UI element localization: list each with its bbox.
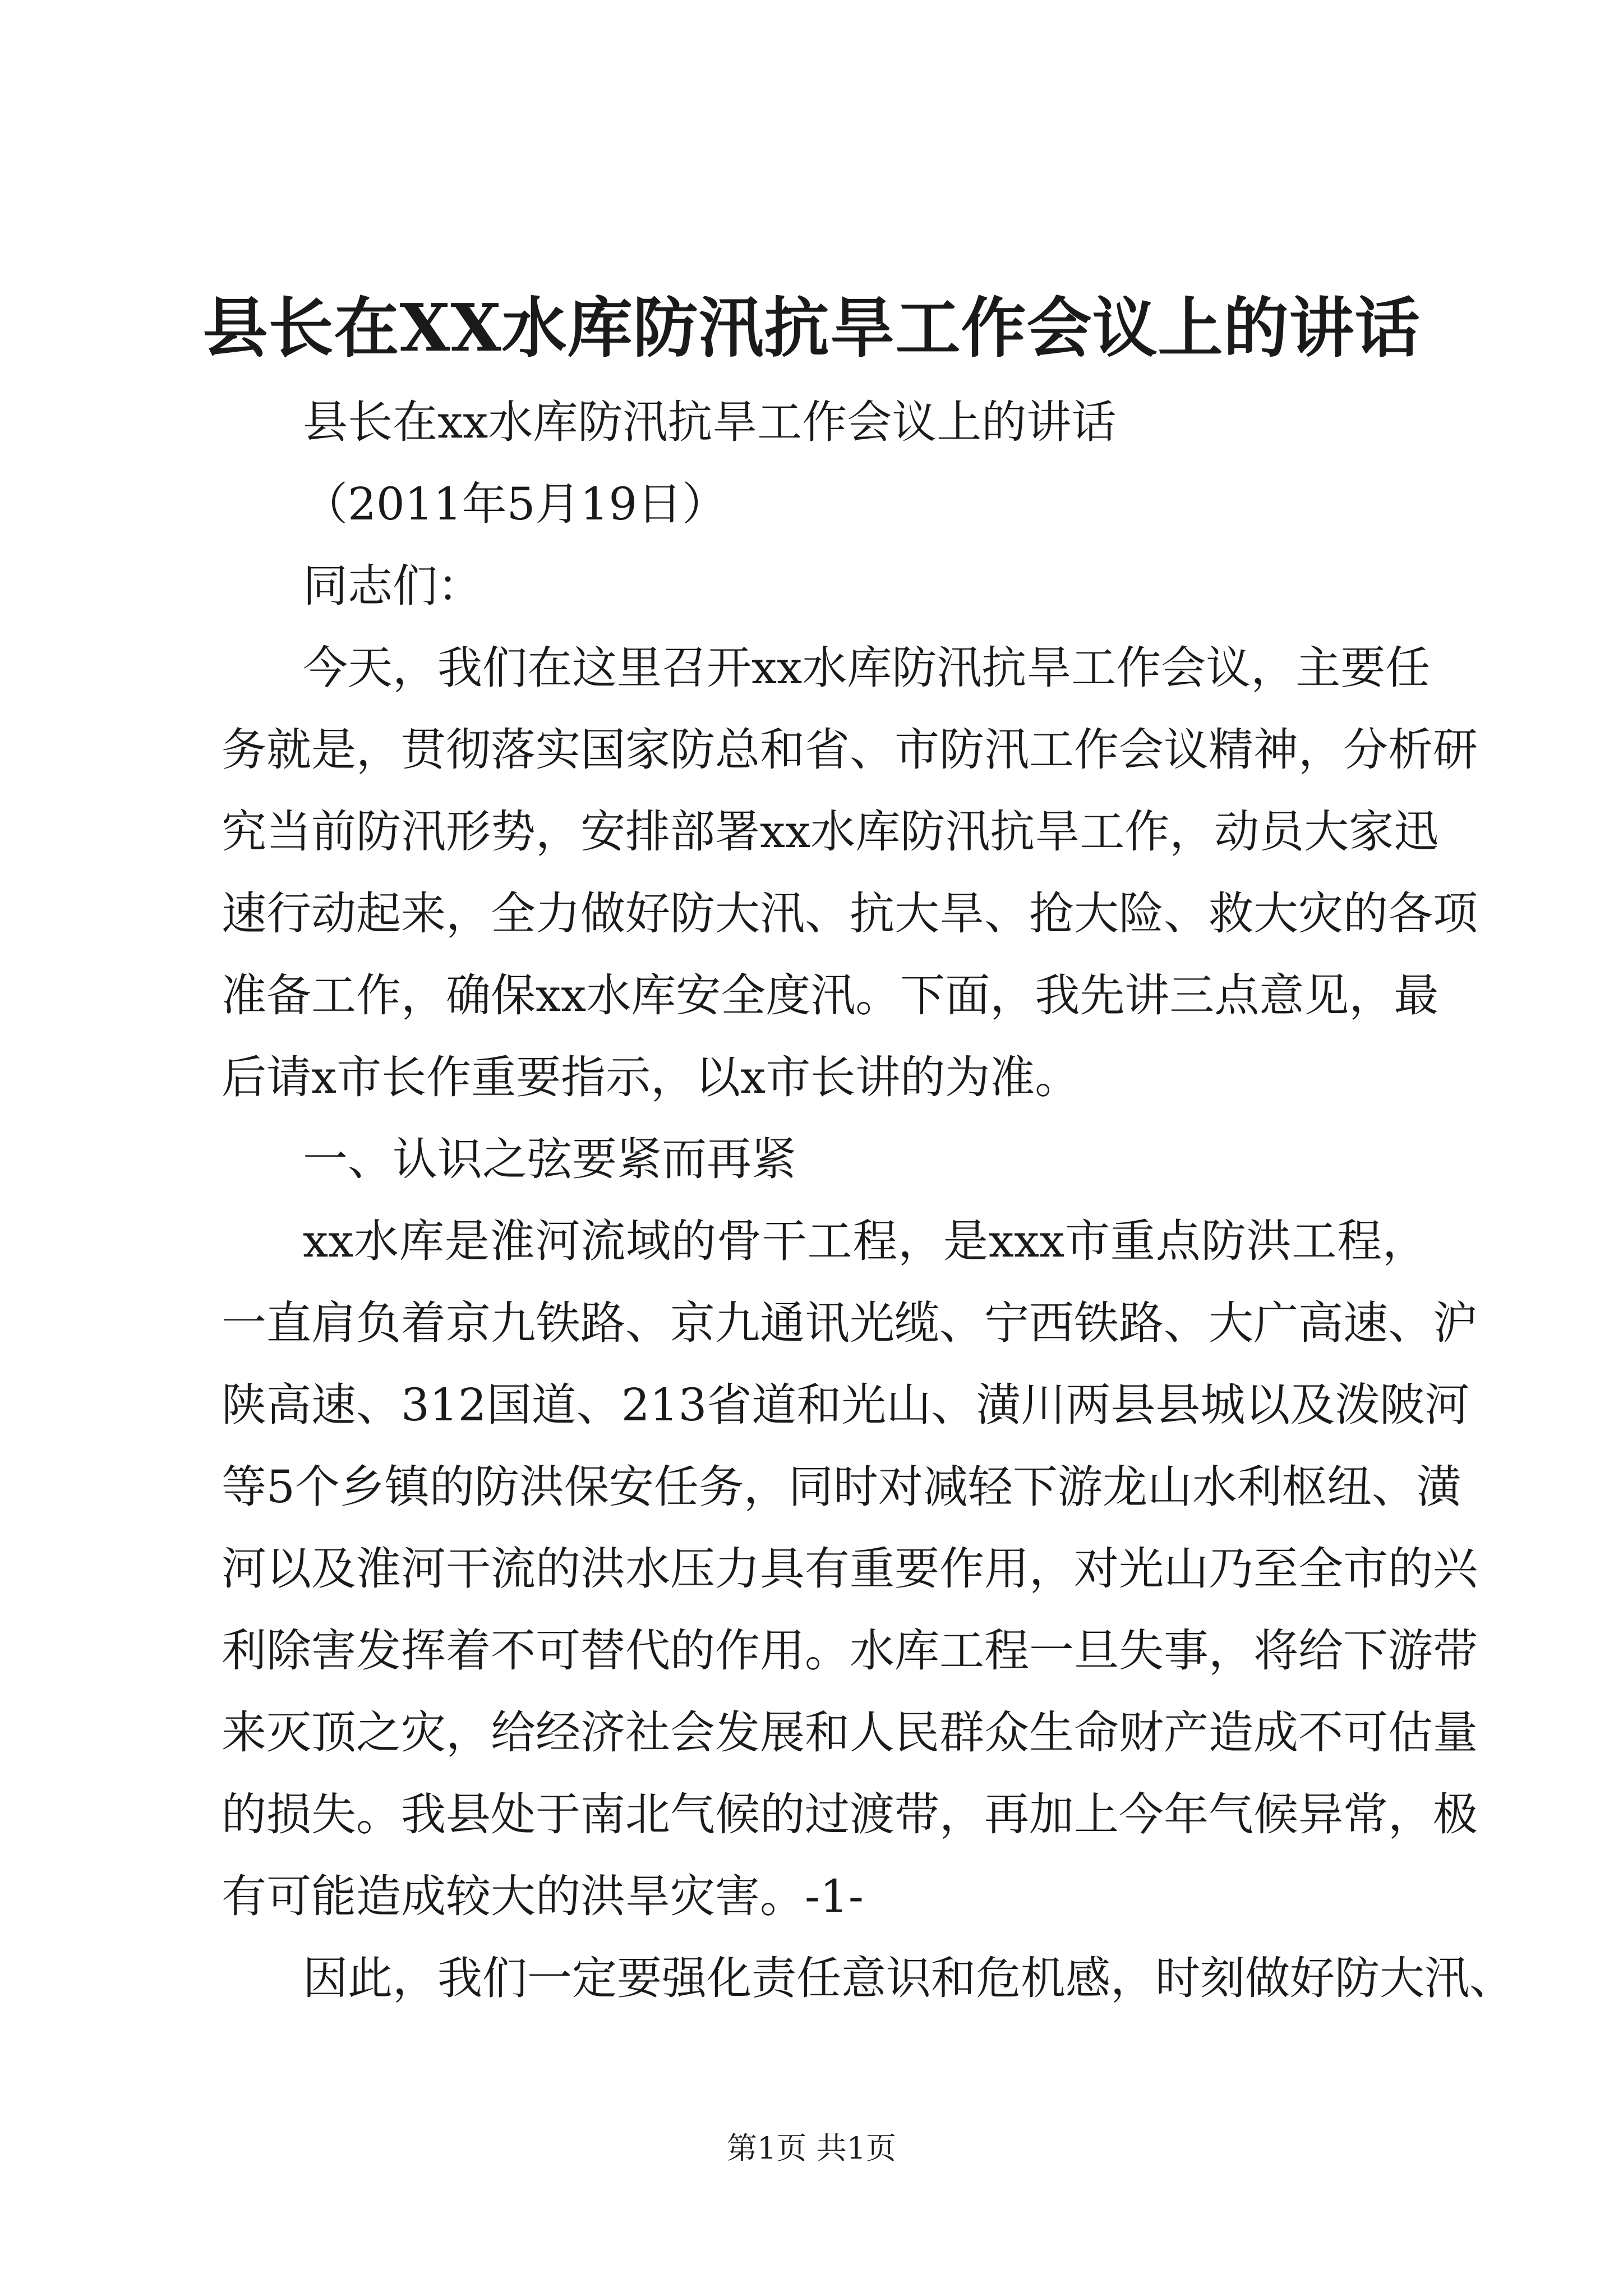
document-title: 县长在XX水库防汛抗旱工作会议上的讲话 [202,290,1421,366]
paragraph-line: 后请x市长作重要指示，以x市长讲的为准。 [222,1051,1080,1103]
paragraph-line: 务就是，贯彻落实国家防总和省、市防汛工作会议精神，分析研 [222,724,1478,776]
document-body [222,381,1514,2019]
date-line: （2011年5月19日） [303,478,727,530]
paragraph-line: 今天，我们在这里召开xx水库防汛抗旱工作会议，主要任 [303,642,1431,694]
paragraph-line: 有可能造成较大的洪旱灾害。-1- [222,1870,864,1922]
paragraph-line: 的损失。我县处于南北气候的过渡带，再加上今年气候异常，极 [222,1788,1478,1841]
paragraph-line: 河以及淮河干流的洪水压力具有重要作用，对光山乃至全市的兴 [222,1543,1478,1595]
paragraph-line: 一直肩负着京九铁路、京九通讯光缆、宁西铁路、大广高速、沪 [222,1297,1478,1349]
paragraph-line: 究当前防汛形势，安排部署xx水库防汛抗旱工作，动员大家迅 [222,806,1439,858]
section-heading: 一、认识之弦要紧而再紧 [303,1133,796,1185]
paragraph-line: 等5个乡镇的防洪保安任务，同时对减轻下游龙山水利枢纽、潢 [222,1461,1461,1513]
paragraph-line: 因此，我们一定要强化责任意识和危机感，时刻做好防大汛、 [303,1952,1514,2004]
paragraph-line: 利除害发挥着不可替代的作用。水库工程一旦失事，将给下游带 [222,1625,1478,1677]
paragraph-line: 准备工作，确保xx水库安全度汛。下面，我先讲三点意见，最 [222,969,1439,1022]
paragraph-line: 速行动起来，全力做好防大汛、抗大旱、抢大险、救大灾的各项 [222,887,1478,940]
paragraph-line: xx水库是淮河流域的骨干工程，是xxx市重点防洪工程， [303,1215,1427,1267]
paragraph-line: 来灭顶之灾，给经济社会发展和人民群众生命财产造成不可估量 [222,1706,1478,1759]
paragraph-line: 陕高速、312国道、213省道和光山、潢川两县县城以及泼陂河 [222,1379,1470,1431]
subtitle-line: 县长在xx水库防汛抗旱工作会议上的讲话 [303,396,1117,448]
salutation-line: 同志们： [303,560,482,612]
page-footer: 第1页 共1页 [727,2131,896,2166]
